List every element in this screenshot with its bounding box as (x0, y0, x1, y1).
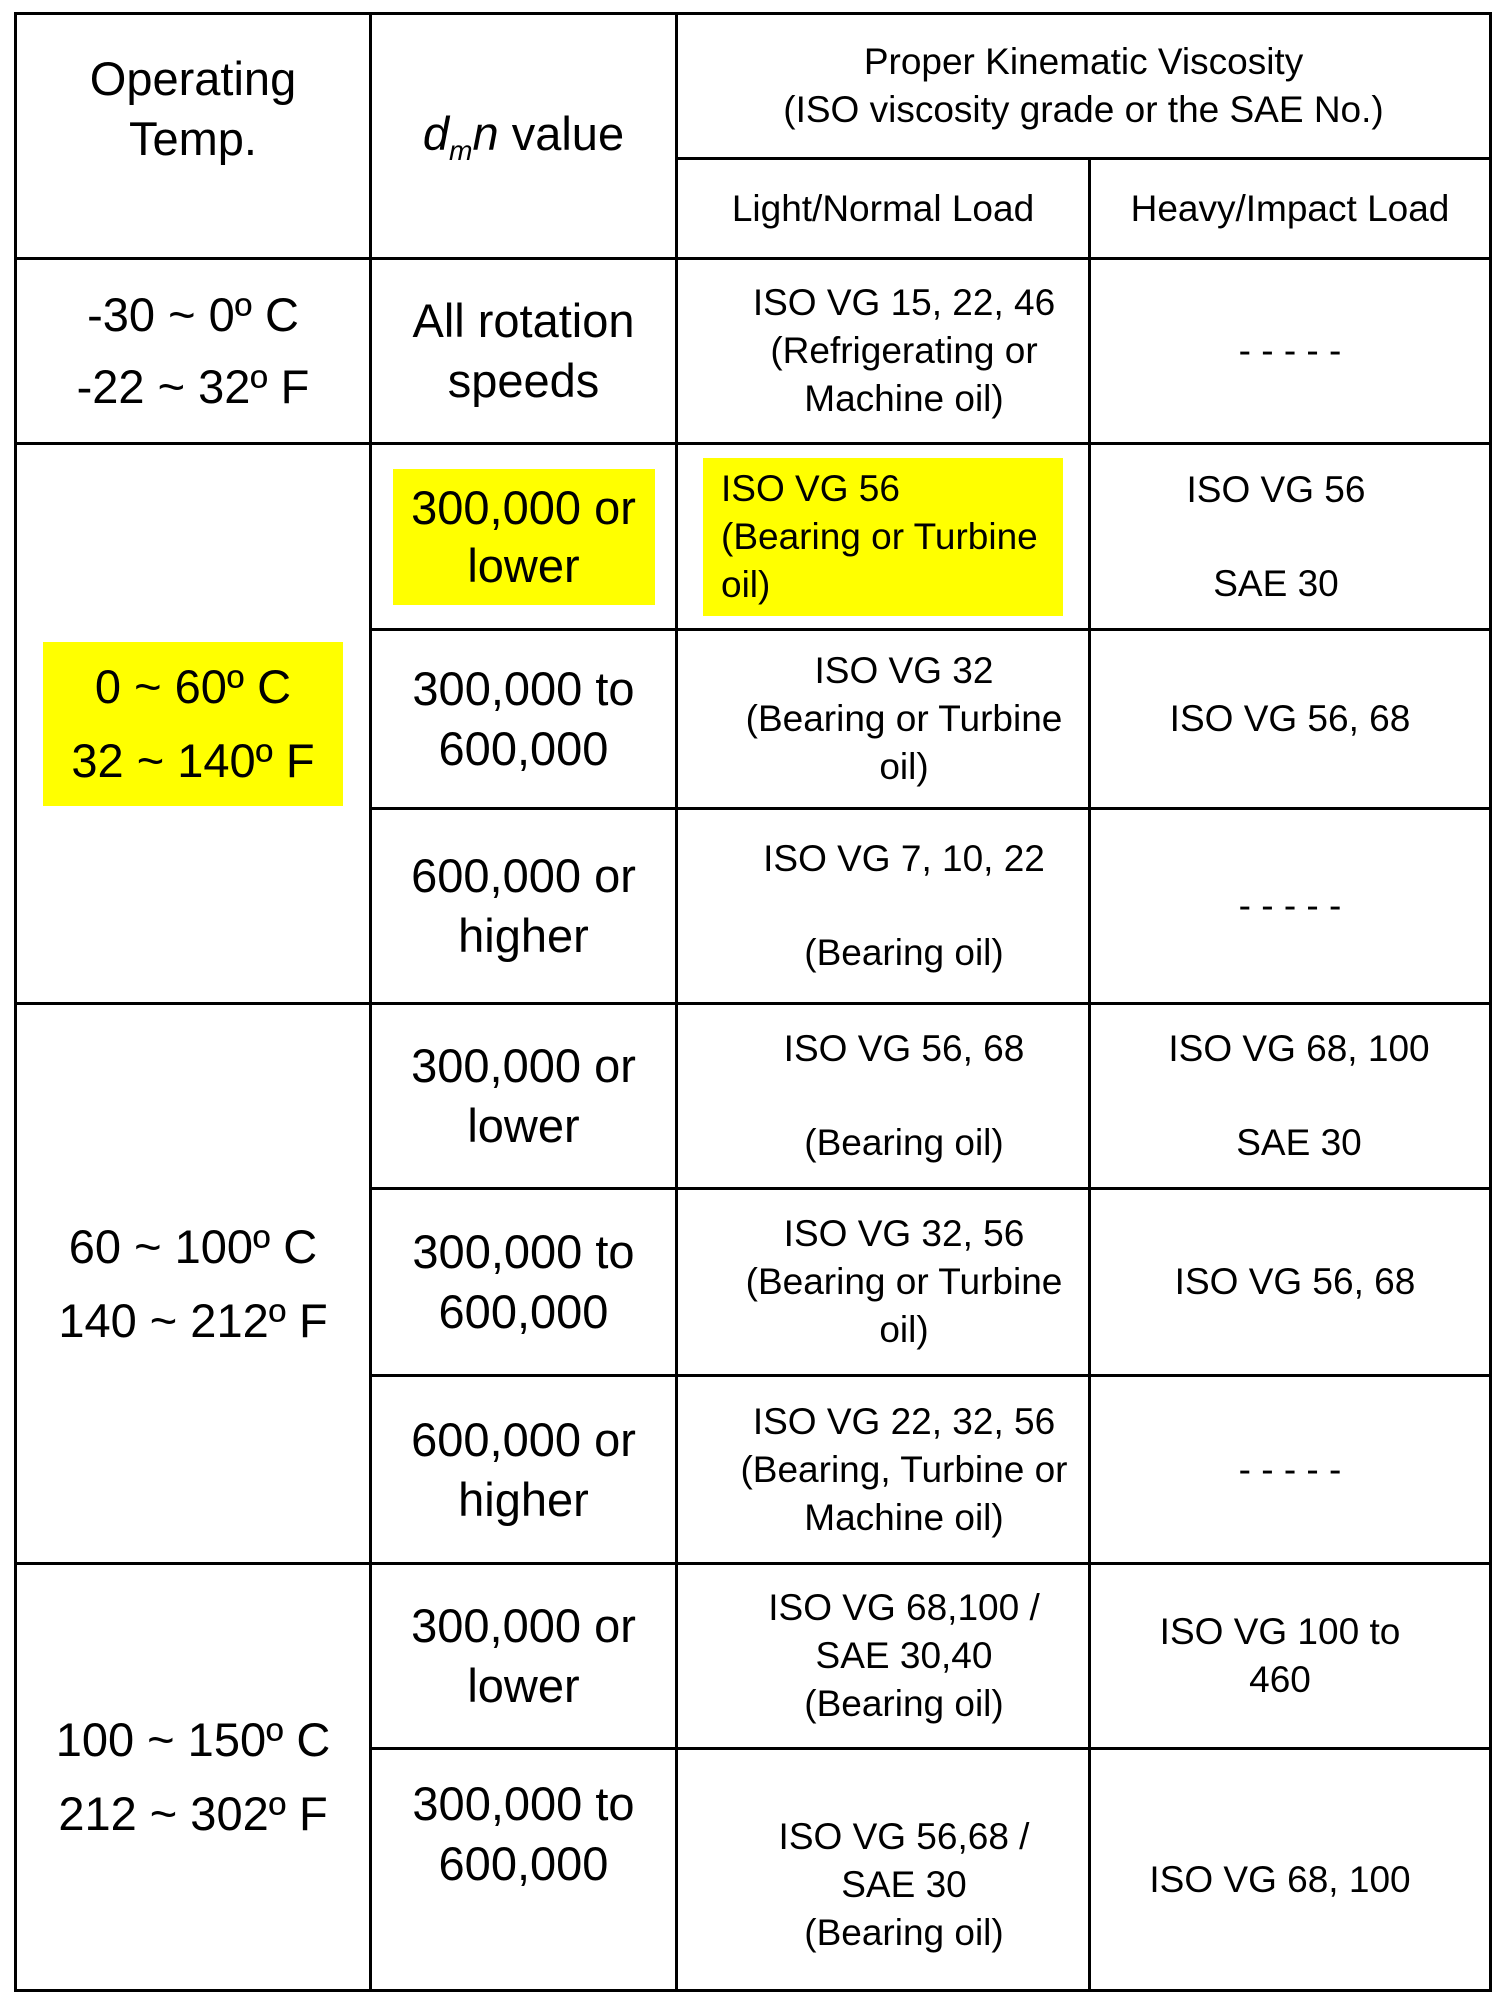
heavy-line-2: 460 (1249, 1659, 1311, 1700)
light-line-2: (Bearing or Turbine (721, 515, 1038, 557)
heavy-line-1: ISO VG 56 (1186, 468, 1366, 510)
light-load-cell (678, 631, 1088, 807)
heavy-load-cell (1091, 1190, 1489, 1374)
dmn-highlight (393, 469, 655, 605)
light-line-1: ISO VG 56,68 / (778, 1815, 1030, 1857)
temp-group-line-2: 32 ~ 140º F (71, 733, 315, 787)
dmn-line-1: 300,000 or (411, 1599, 636, 1652)
header-heavy-load: Heavy/Impact Load (1130, 187, 1450, 229)
header-viscosity-line-1: Proper Kinematic Viscosity (863, 41, 1304, 82)
light-line-3: (Bearing oil) (804, 1683, 1004, 1724)
light-load-cell (678, 445, 1088, 628)
heavy-line-1: ISO VG 100 to (1159, 1611, 1401, 1652)
temp-group-line-1: -30 ~ 0º C (87, 288, 299, 341)
light-line-3: (Bearing oil) (804, 1122, 1004, 1163)
heavy-line-3: SAE 30 (1236, 1122, 1362, 1163)
dmn-line-2: higher (458, 1472, 589, 1526)
heavy-load-cell (1091, 1005, 1489, 1187)
header-operating-temp-line-2: Temp. (129, 112, 257, 165)
light-line-2: (Refrigerating or (770, 330, 1038, 371)
heavy-line-1: - - - - - (1238, 885, 1342, 926)
dmn-line-2: 600,000 (438, 1285, 609, 1338)
header-operating-temp-line-1: Operating (89, 52, 297, 105)
heavy-load-cell (1091, 445, 1489, 628)
grid-line (14, 1989, 1492, 1992)
light-line-3: (Bearing oil) (804, 932, 1004, 973)
header-viscosity-title (678, 15, 1489, 157)
dmn-line-2: higher (458, 909, 589, 962)
heavy-line-1: ISO VG 56, 68 (1169, 698, 1411, 739)
light-line-1: ISO VG 7, 10, 22 (763, 838, 1045, 879)
header-viscosity-line-2: (ISO viscosity grade or the SAE No.) (783, 89, 1384, 130)
light-load-cell (678, 1005, 1088, 1187)
header-dmn-n: n (472, 107, 499, 160)
light-line-2: SAE 30 (841, 1863, 967, 1905)
light-load-cell (678, 810, 1088, 1002)
light-line-3: Machine oil) (804, 378, 1004, 419)
temp-group-line-2: 140 ~ 212º F (58, 1293, 328, 1347)
dmn-line-2: 600,000 (438, 722, 609, 775)
dmn-cell (372, 1377, 675, 1562)
dmn-line-1: 300,000 to (412, 1225, 635, 1278)
dmn-line-1: 600,000 or (411, 1412, 636, 1466)
dmn-cell (372, 1005, 675, 1187)
dmn-line-1: 300,000 or (411, 1039, 636, 1092)
heavy-line-1: ISO VG 68, 100 (1149, 1858, 1411, 1900)
header-dmn-label (423, 104, 624, 164)
heavy-load-cell (1091, 260, 1489, 442)
temp-group (17, 260, 369, 442)
temp-group (17, 1565, 369, 1989)
heavy-line-1: - - - - - (1238, 1448, 1342, 1490)
header-dmn-rest: value (498, 107, 625, 160)
heavy-load-cell (1091, 1565, 1489, 1747)
heavy-load-cell (1091, 631, 1489, 807)
temp-group-line-2: 212 ~ 302º F (58, 1787, 328, 1840)
temp-group-line-1: 60 ~ 100º C (68, 1219, 318, 1273)
heavy-line-1: ISO VG 56, 68 (1174, 1261, 1416, 1302)
temp-group (17, 445, 369, 1002)
temp-group-line-1: 100 ~ 150º C (55, 1713, 331, 1766)
temp-group (17, 1005, 369, 1562)
header-dmn-d: d (422, 107, 450, 160)
dmn-line-2: lower (467, 1099, 580, 1152)
temp-group-highlight (43, 642, 343, 806)
light-line-1: ISO VG 15, 22, 46 (752, 282, 1056, 323)
header-operating-temp (17, 15, 369, 257)
light-line-2: (Bearing, Turbine or (740, 1448, 1068, 1490)
light-load-cell (678, 260, 1088, 442)
light-line-1: ISO VG 56 (721, 467, 900, 509)
light-load-cell (678, 1750, 1088, 1989)
header-dmn-sub: m (449, 134, 473, 166)
lubricant-viscosity-table (14, 12, 1492, 1992)
light-line-1: ISO VG 22, 32, 56 (752, 1400, 1056, 1442)
temp-group-line-2: -22 ~ 32º F (76, 360, 310, 413)
light-line-1: ISO VG 56, 68 (783, 1028, 1025, 1069)
light-line-1: ISO VG 32 (814, 650, 994, 691)
dmn-cell (372, 1565, 675, 1747)
light-line-3: oil) (879, 746, 929, 787)
light-line-2: SAE 30,40 (815, 1635, 993, 1676)
light-line-3: oil) (721, 563, 771, 605)
light-line-3: Machine oil) (804, 1496, 1004, 1538)
header-light-load: Light/Normal Load (731, 187, 1035, 229)
light-line-1: ISO VG 68,100 / (768, 1587, 1040, 1628)
light-line-3: oil) (879, 1309, 929, 1350)
dmn-cell (372, 810, 675, 1002)
light-load-cell (678, 1190, 1088, 1374)
light-line-3: (Bearing oil) (804, 1911, 1004, 1953)
temp-group-line-1: 0 ~ 60º C (94, 659, 292, 713)
dmn-cell (372, 631, 675, 807)
light-load-cell (678, 1565, 1088, 1747)
dmn-cell (372, 1750, 675, 1989)
heavy-line-1: - - - - - (1238, 330, 1342, 371)
header-dmn-value (372, 15, 675, 257)
heavy-line-1: ISO VG 68, 100 (1168, 1028, 1430, 1069)
dmn-cell (372, 260, 675, 442)
heavy-line-3: SAE 30 (1213, 562, 1339, 604)
dmn-cell (372, 445, 675, 628)
light-line-2: (Bearing or Turbine (745, 698, 1063, 739)
dmn-line-1: 600,000 or (411, 849, 636, 902)
dmn-line-1: 300,000 or (411, 480, 636, 534)
heavy-load-cell (1091, 1377, 1489, 1562)
dmn-line-1: All rotation (412, 294, 635, 347)
light-highlight (703, 458, 1063, 616)
dmn-line-2: 600,000 (438, 1837, 609, 1890)
dmn-line-2: lower (467, 1659, 580, 1712)
dmn-line-2: speeds (447, 354, 600, 407)
light-line-1: ISO VG 32, 56 (783, 1213, 1025, 1254)
dmn-cell (372, 1190, 675, 1374)
light-line-2: (Bearing or Turbine (745, 1261, 1063, 1302)
dmn-line-1: 300,000 to (412, 1777, 635, 1830)
light-load-cell (678, 1377, 1088, 1562)
dmn-line-2: lower (467, 538, 580, 592)
dmn-line-1: 300,000 to (412, 662, 635, 715)
heavy-load-cell (1091, 810, 1489, 1002)
heavy-load-cell (1091, 1750, 1489, 1989)
